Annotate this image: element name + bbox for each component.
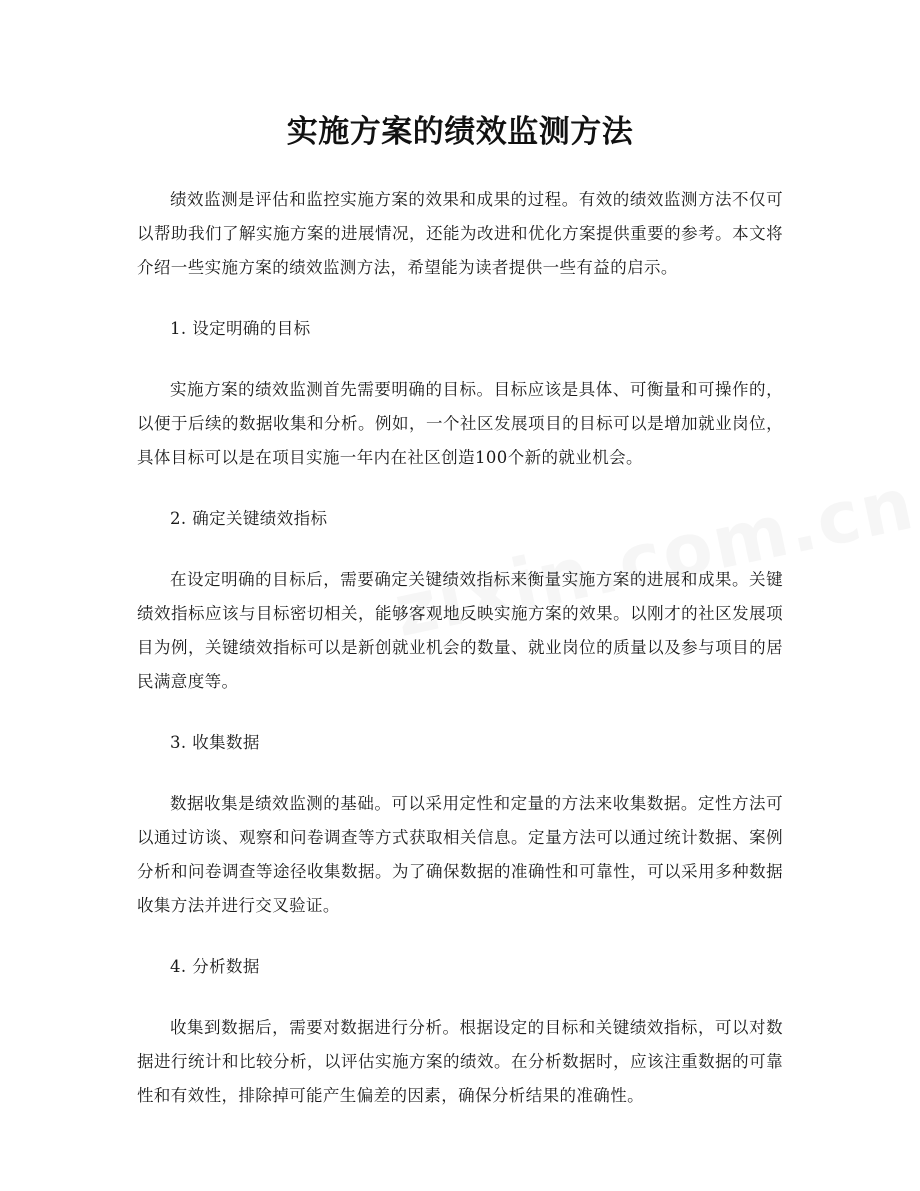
- section-heading-2: 2. 确定关键绩效指标: [170, 509, 328, 528]
- section-body-1: 实施方案的绩效监测首先需要明确的目标。目标应该是具体、可衡量和可操作的，以便于后续的数据收集和分析。例如，一个社区发展项目的目标可以是增加就业岗位，具体目标可以是在项目实施一年内在社区创造100个新的就业机会。: [137, 380, 783, 467]
- document-title: 实施方案的绩效监测方法: [286, 114, 634, 150]
- section-body-3: 数据收集是绩效监测的基础。可以采用定性和定量的方法来收集数据。定性方法可以通过访谈、观察和问卷调查等方式获取相关信息。定量方法可以通过统计数据、案例分析和问卷调查等途径收集数据。为了确保数据的准确性和可靠性，可以采用多种数据收集方法并进行交叉验证。: [137, 794, 783, 915]
- section-heading-1: 1. 设定明确的目标: [170, 319, 311, 338]
- section-heading-3: 3. 收集数据: [170, 733, 260, 752]
- intro-paragraph: 绩效监测是评估和监控实施方案的效果和成果的过程。有效的绩效监测方法不仅可以帮助我们了解实施方案的进展情况，还能为改进和优化方案提供重要的参考。本文将介绍一些实施方案的绩效监测方法，希望能为读者提供一些有益的启示。: [137, 190, 783, 277]
- section-body-2: 在设定明确的目标后，需要确定关键绩效指标来衡量实施方案的进展和成果。关键绩效指标应该与目标密切相关，能够客观地反映实施方案的效果。以刚才的社区发展项目为例，关键绩效指标可以是新创就业机会的数量、就业岗位的质量以及参与项目的居民满意度等。: [137, 570, 783, 691]
- section-body-4: 收集到数据后，需要对数据进行分析。根据设定的目标和关键绩效指标，可以对数据进行统计和比较分析，以评估实施方案的绩效。在分析数据时，应该注重数据的可靠性和有效性，排除掉可能产生偏差的因素，确保分析结果的准确性。: [137, 1018, 783, 1105]
- document-body: [137, 183, 783, 1140]
- section-heading-4: 4. 分析数据: [170, 957, 260, 976]
